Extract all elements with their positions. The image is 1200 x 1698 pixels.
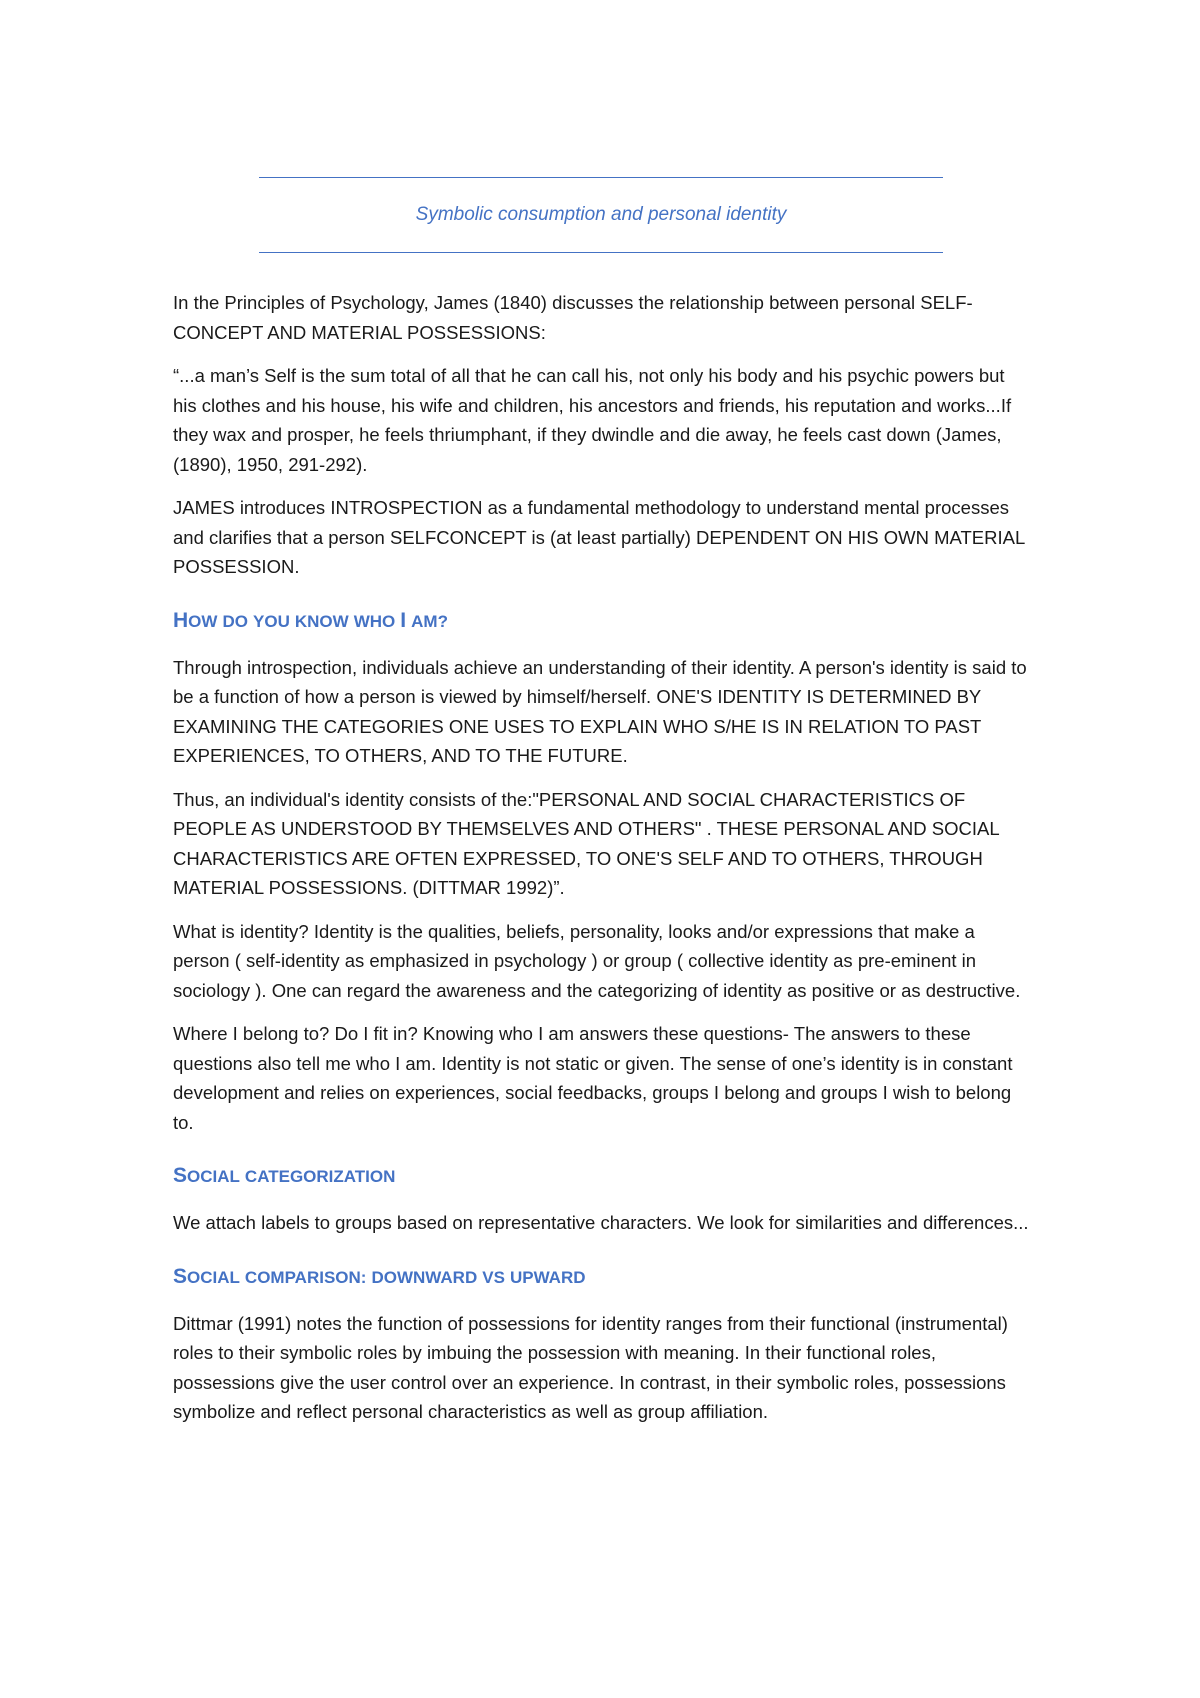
paragraph-introspection: JAMES introduces INTROSPECTION as a fundamental methodology to understand mental processes and clarifies that a person SELFCONCEPT is (at least partially) DEPENDENT ON HIS OWN MATERIAL POSSESSION.: [173, 497, 1025, 577]
document-body: [173, 288, 1033, 1441]
title-rule-bottom: [259, 252, 943, 253]
paragraph-identity-function: Through introspection, individuals achieve an understanding of their identity. A person's identity is said to be a function of how a person is viewed by himself/herself. ONE'S IDENTITY IS DETERMINED BY EXAMINING THE CATEGORIES ONE USES TO EXPLAIN WHO S/HE IS IN RELATION TO PAST EXPERIENCES, TO OTHERS, AND TO THE FUTURE.: [173, 656, 1027, 766]
document-title: Symbolic consumption and personal identity: [415, 204, 787, 225]
title-block: [259, 177, 943, 253]
heading-social-categorization: [173, 1163, 1033, 1190]
paragraph-dittmar: Dittmar (1991) notes the function of possessions for identity ranges from their functional (instrumental) roles to their symbolic roles by imbuing the possession with meaning. In their functional roles, possessions give the user control over an experience. In contrast, in their symbolic roles, possessions symbolize and reflect personal characteristics as well as group affiliation.: [173, 1312, 1008, 1422]
paragraph-labels: We attach labels to groups based on representative characters. We look for similarities and differences...: [173, 1212, 1029, 1233]
heading-text: SOCIAL CATEGORIZATION: [173, 1164, 396, 1187]
heading-social-comparison: [173, 1264, 1033, 1291]
heading-text: HOW DO YOU KNOW WHO I AM?: [173, 608, 448, 632]
paragraph-james-intro: In the Principles of Psychology, James (1840) discusses the relationship between personal SELF-CONCEPT AND MATERIAL POSSESSIONS:: [173, 292, 973, 343]
paragraph-where-i-belong: Where I belong to? Do I fit in? Knowing who I am answers these questions- The answers to these questions also tell me who I am. Identity is not static or given. The sense of one’s identity is in constant development and relies on experiences, social feedbacks, groups I belong and groups I wish to belong to.: [173, 1023, 1013, 1133]
paragraph-james-quote: “...a man’s Self is the sum total of all that he can call his, not only his body and his psychic powers but his clothes and his house, his wife and children, his ancestors and friends, his reputation and works...If they wax and prosper, he feels thriumphant, if they dwindle and die away, he feels cast down (James, (1890), 1950, 291-292).: [173, 365, 1012, 475]
paragraph-identity-consists: Thus, an individual's identity consists of the:"PERSONAL AND SOCIAL CHARACTERISTICS OF PEOPLE AS UNDERSTOOD BY THEMSELVES AND OTHERS" . THESE PERSONAL AND SOCIAL CHARACTERISTICS ARE OFTEN EXPRESSED, TO ONE'S SELF AND TO OTHERS, THROUGH MATERIAL POSSESSIONS. (DITTMAR 1992)”.: [173, 788, 999, 898]
heading-text: SOCIAL COMPARISON: DOWNWARD VS UPWARD: [173, 1264, 586, 1288]
paragraph-what-is-identity: What is identity? Identity is the qualities, beliefs, personality, looks and/or expressions that make a person ( self-identity as emphasized in psychology ) or group ( collective identity as pre-eminent in sociology ). One can regard the awareness and the categorizing of identity as positive or as destructive.: [173, 920, 1021, 1001]
heading-how-do-you-know: [173, 608, 1033, 635]
